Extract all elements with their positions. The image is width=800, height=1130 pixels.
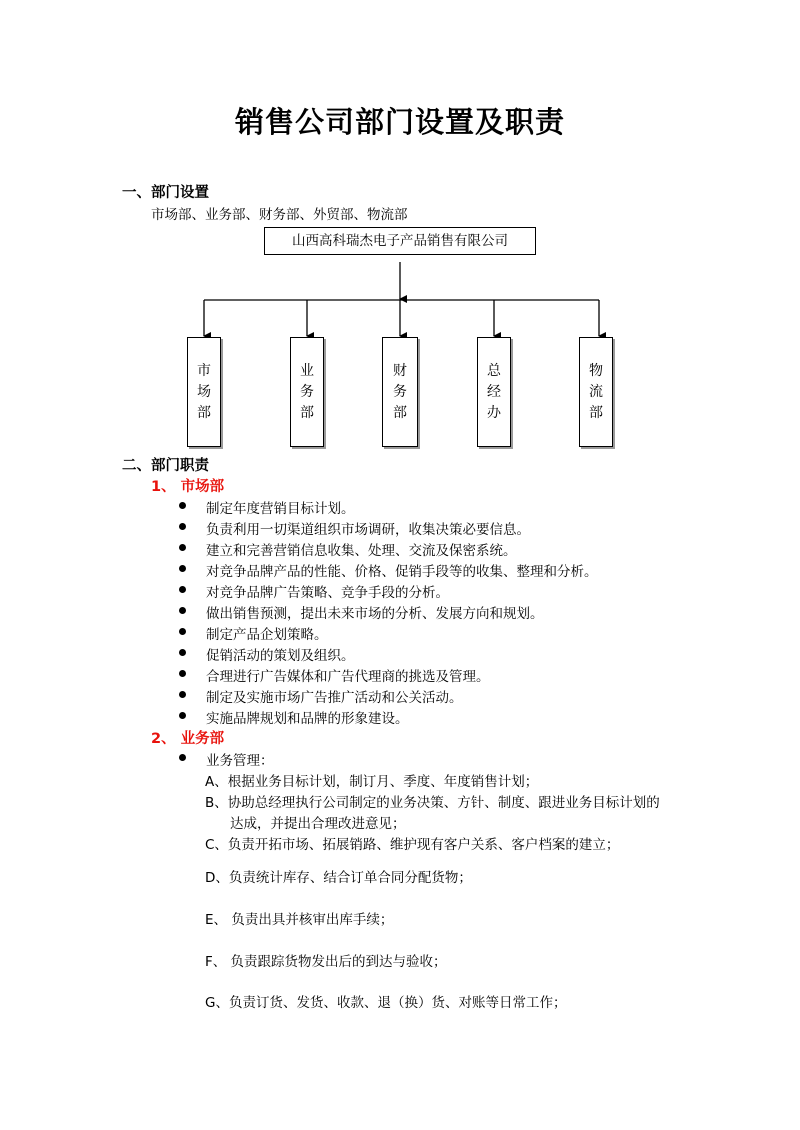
section-heading-dept-duties: 二、部门职责: [122, 458, 209, 474]
list-item: 对竞争品牌产品的性能、价格、促销手段等的收集、整理和分析。: [206, 560, 598, 580]
dept-label-finance: 财务部: [393, 362, 407, 421]
list-item: 实施品牌规划和品牌的形象建设。: [206, 707, 409, 727]
subheading-business: 2、 业务部: [151, 731, 225, 747]
subheading-market: 1、 市场部: [151, 479, 225, 495]
list-item: 促销活动的策划及组织。: [206, 644, 355, 664]
bullet-dot: [179, 691, 186, 698]
business-item-c: C、负责开拓市场、拓展销路、维护现有客户关系、客户档案的建立；: [205, 837, 620, 853]
bullet-dot: [179, 649, 186, 656]
list-item: 制定及实施市场广告推广活动和公关活动。: [206, 686, 463, 706]
list-item: 业务管理：: [206, 749, 274, 769]
list-item: 负责利用一切渠道组织市场调研，收集决策必要信息。: [206, 518, 530, 538]
dept-box-logistics: [579, 337, 613, 447]
bullet-dot: [179, 544, 186, 551]
list-item: 对竞争品牌广告策略、竞争手段的分析。: [206, 581, 449, 601]
business-item-f: F、 负责跟踪货物发出后的到达与验收；: [205, 954, 447, 970]
business-item-b: B、协助总经理执行公司制定的业务决策、方针、制度、跟进业务目标计划的: [205, 795, 660, 811]
list-item: 制定产品企划策略。: [206, 623, 328, 643]
dept-box-gm-office: [477, 337, 511, 447]
dept-label-gm-office: 总经办: [487, 362, 501, 421]
bullet-dot: [179, 523, 186, 530]
business-item-a: A、根据业务目标计划，制订月、季度、年度销售计划；: [205, 774, 539, 790]
dept-label-business: 业务部: [300, 362, 314, 421]
dept-box-finance: [382, 337, 418, 447]
dept-label-logistics: 物流部: [589, 362, 603, 421]
bullet-dot: [179, 712, 186, 719]
business-item-d: D、负责统计库存、结合订单合同分配货物；: [205, 870, 472, 886]
business-item-g: G、负责订货、发货、收款、退（换）货、对账等日常工作；: [205, 995, 567, 1011]
dept-label-market: 市场部: [197, 362, 211, 421]
bullet-dot: [179, 565, 186, 572]
bullet-dot: [179, 586, 186, 593]
bullet-dot: [179, 628, 186, 635]
dept-box-business: [290, 337, 324, 447]
bullet-dot: [179, 502, 186, 509]
business-item-b-cont: 达成，并提出合理改进意见；: [230, 816, 406, 832]
list-item: 制定年度营销目标计划。: [206, 497, 355, 517]
company-name: 山西高科瑞杰电子产品销售有限公司: [292, 233, 508, 249]
list-item: 建立和完善营销信息收集、处理、交流及保密系统。: [206, 539, 517, 559]
dept-list-text: 市场部、业务部、财务部、外贸部、物流部: [151, 207, 408, 223]
bullet-dot: [179, 670, 186, 677]
company-box: [264, 227, 536, 255]
list-item: 合理进行广告媒体和广告代理商的挑选及管理。: [206, 665, 490, 685]
section-heading-dept-setup: 一、部门设置: [122, 185, 209, 201]
dept-box-market: [187, 337, 221, 447]
list-item: 做出销售预测，提出未来市场的分析、发展方向和规划。: [206, 602, 544, 622]
page-title: 销售公司部门设置及职责: [234, 105, 565, 139]
bullet-dot: [179, 754, 186, 761]
business-item-e: E、 负责出具并核审出库手续；: [205, 912, 394, 928]
bullet-dot: [179, 607, 186, 614]
